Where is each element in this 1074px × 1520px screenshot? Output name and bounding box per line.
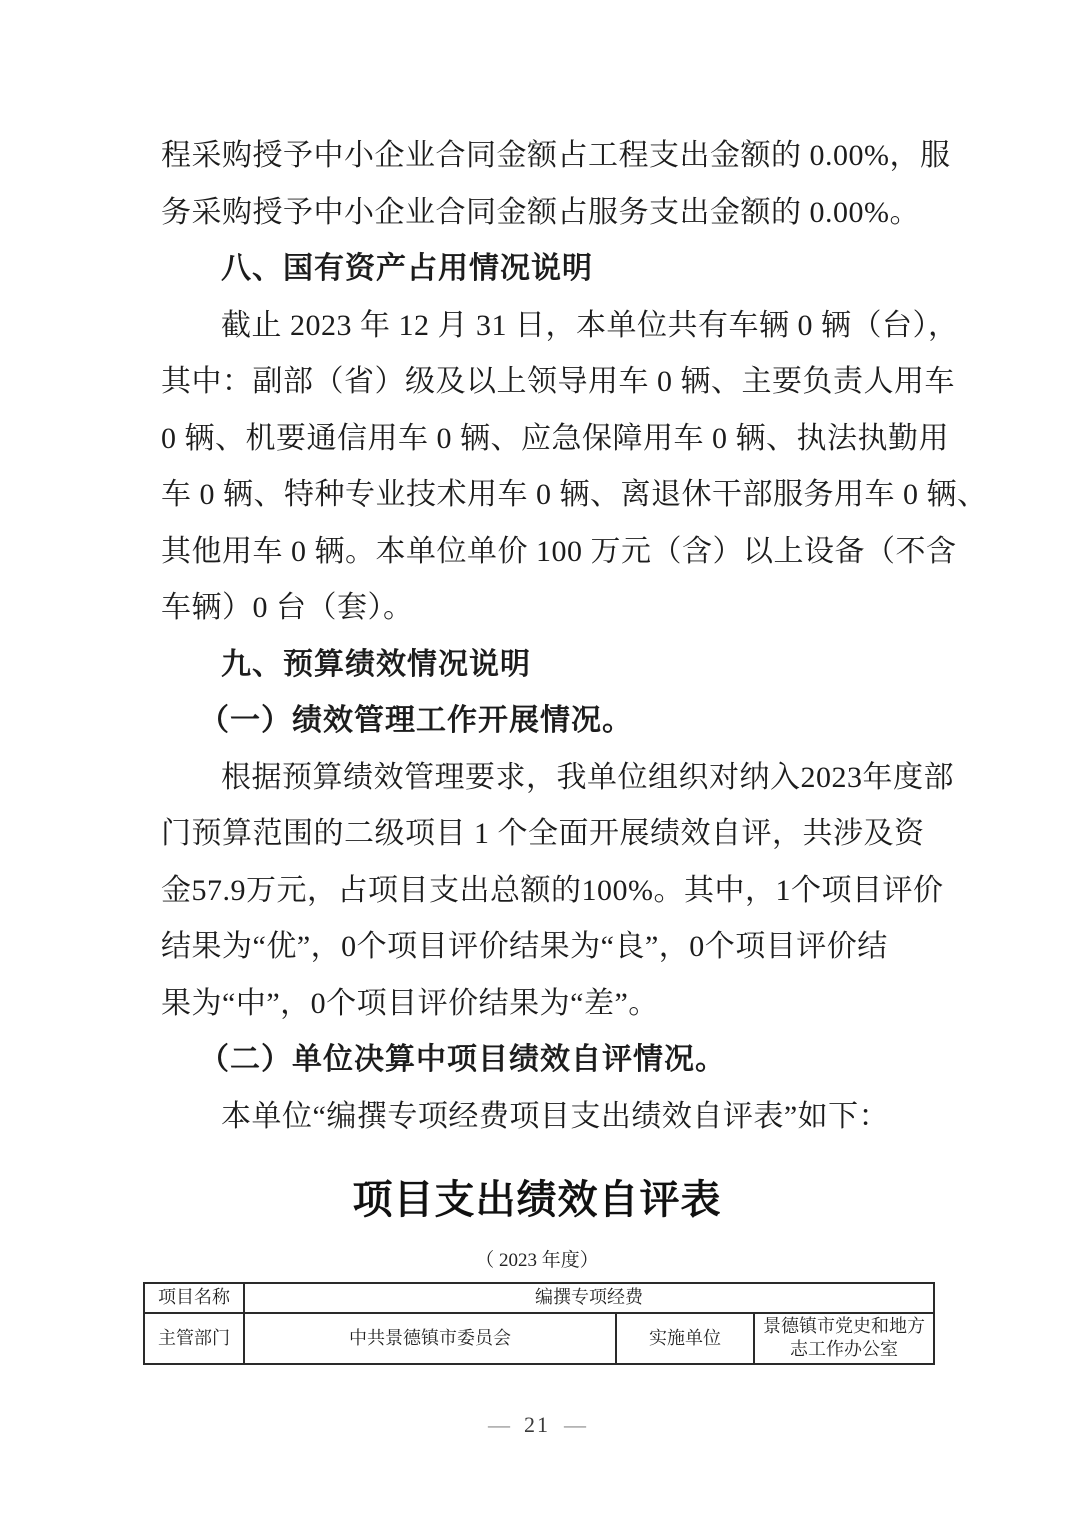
section-9-sub1-line-1: 根据预算绩效管理要求，我单位组织对纳入2023年度部 — [221, 760, 954, 794]
section-9-sub2-line-1: 本单位“编撰专项经费项目支出绩效自评表”如下： — [221, 1099, 890, 1133]
supervising-department-label: 主管部门 — [144, 1313, 244, 1364]
section-8-line-2: 其中：副部（省）级及以上领导用车 0 辆、主要负责人用车 — [161, 365, 955, 398]
section-9-sub1-heading: （一）绩效管理工作开展情况。 — [199, 704, 633, 737]
supervising-department-value: 中共景德镇市委员会 — [244, 1313, 616, 1364]
section-8-line-1: 截止 2023 年 12 月 31 日，本单位共有车辆 0 辆（台）， — [221, 308, 959, 342]
self-evaluation-table — [143, 1282, 935, 1365]
section-8-line-5: 其他用车 0 辆。本单位单价 100 万元（含）以上设备（不含 — [161, 534, 957, 568]
paragraph-procurement-line-1: 程采购授予中小企业合同金额占工程支出金额的 0.00%，服 — [161, 139, 951, 172]
section-8-line-6: 车辆）0 台（套）。 — [161, 591, 414, 624]
implementing-unit-label: 实施单位 — [616, 1313, 754, 1364]
table-subtitle-year: （ 2023 年度） — [475, 1250, 599, 1271]
table-title: 项目支出绩效自评表 — [352, 1178, 722, 1222]
footer-dash-right: — — [564, 1412, 586, 1437]
section-9-heading: 九、预算绩效情况说明 — [221, 647, 531, 681]
section-8-line-4: 车 0 辆、特种专业技术用车 0 辆、离退休干部服务用车 0 辆、 — [161, 478, 988, 511]
section-9-sub2-heading: （二）单位决算中项目绩效自评情况。 — [199, 1043, 726, 1076]
section-8-line-3: 0 辆、机要通信用车 0 辆、应急保障用车 0 辆、执法执勤用 — [161, 421, 949, 455]
table-row-project-name — [144, 1283, 934, 1313]
page-footer — [0, 1405, 1074, 1445]
project-name-value: 编撰专项经费 — [244, 1283, 934, 1313]
project-name-label: 项目名称 — [144, 1283, 244, 1313]
body-text — [161, 128, 988, 1145]
table-row-departments — [144, 1313, 934, 1364]
footer-dash-left: — — [488, 1412, 510, 1437]
page-number: 21 — [524, 1412, 550, 1437]
section-9-sub1-line-3: 金57.9万元，占项目支出总额的100%。其中，1个项目评价 — [161, 873, 944, 907]
section-9-sub1-line-2: 门预算范围的二级项目 1 个全面开展绩效自评，共涉及资 — [161, 817, 925, 850]
paragraph-procurement-line-2: 务采购授予中小企业合同金额占服务支出金额的 0.00%。 — [161, 195, 920, 229]
section-9-sub1-line-4: 结果为“优”，0个项目评价结果为“良”，0个项目评价结 — [161, 930, 888, 963]
implementing-unit-value: 景德镇市党史和地方志工作办公室 — [754, 1313, 934, 1364]
section-8-heading: 八、国有资产占用情况说明 — [221, 252, 593, 285]
section-9-sub1-line-5: 果为“中”，0个项目评价结果为“差”。 — [161, 986, 659, 1020]
